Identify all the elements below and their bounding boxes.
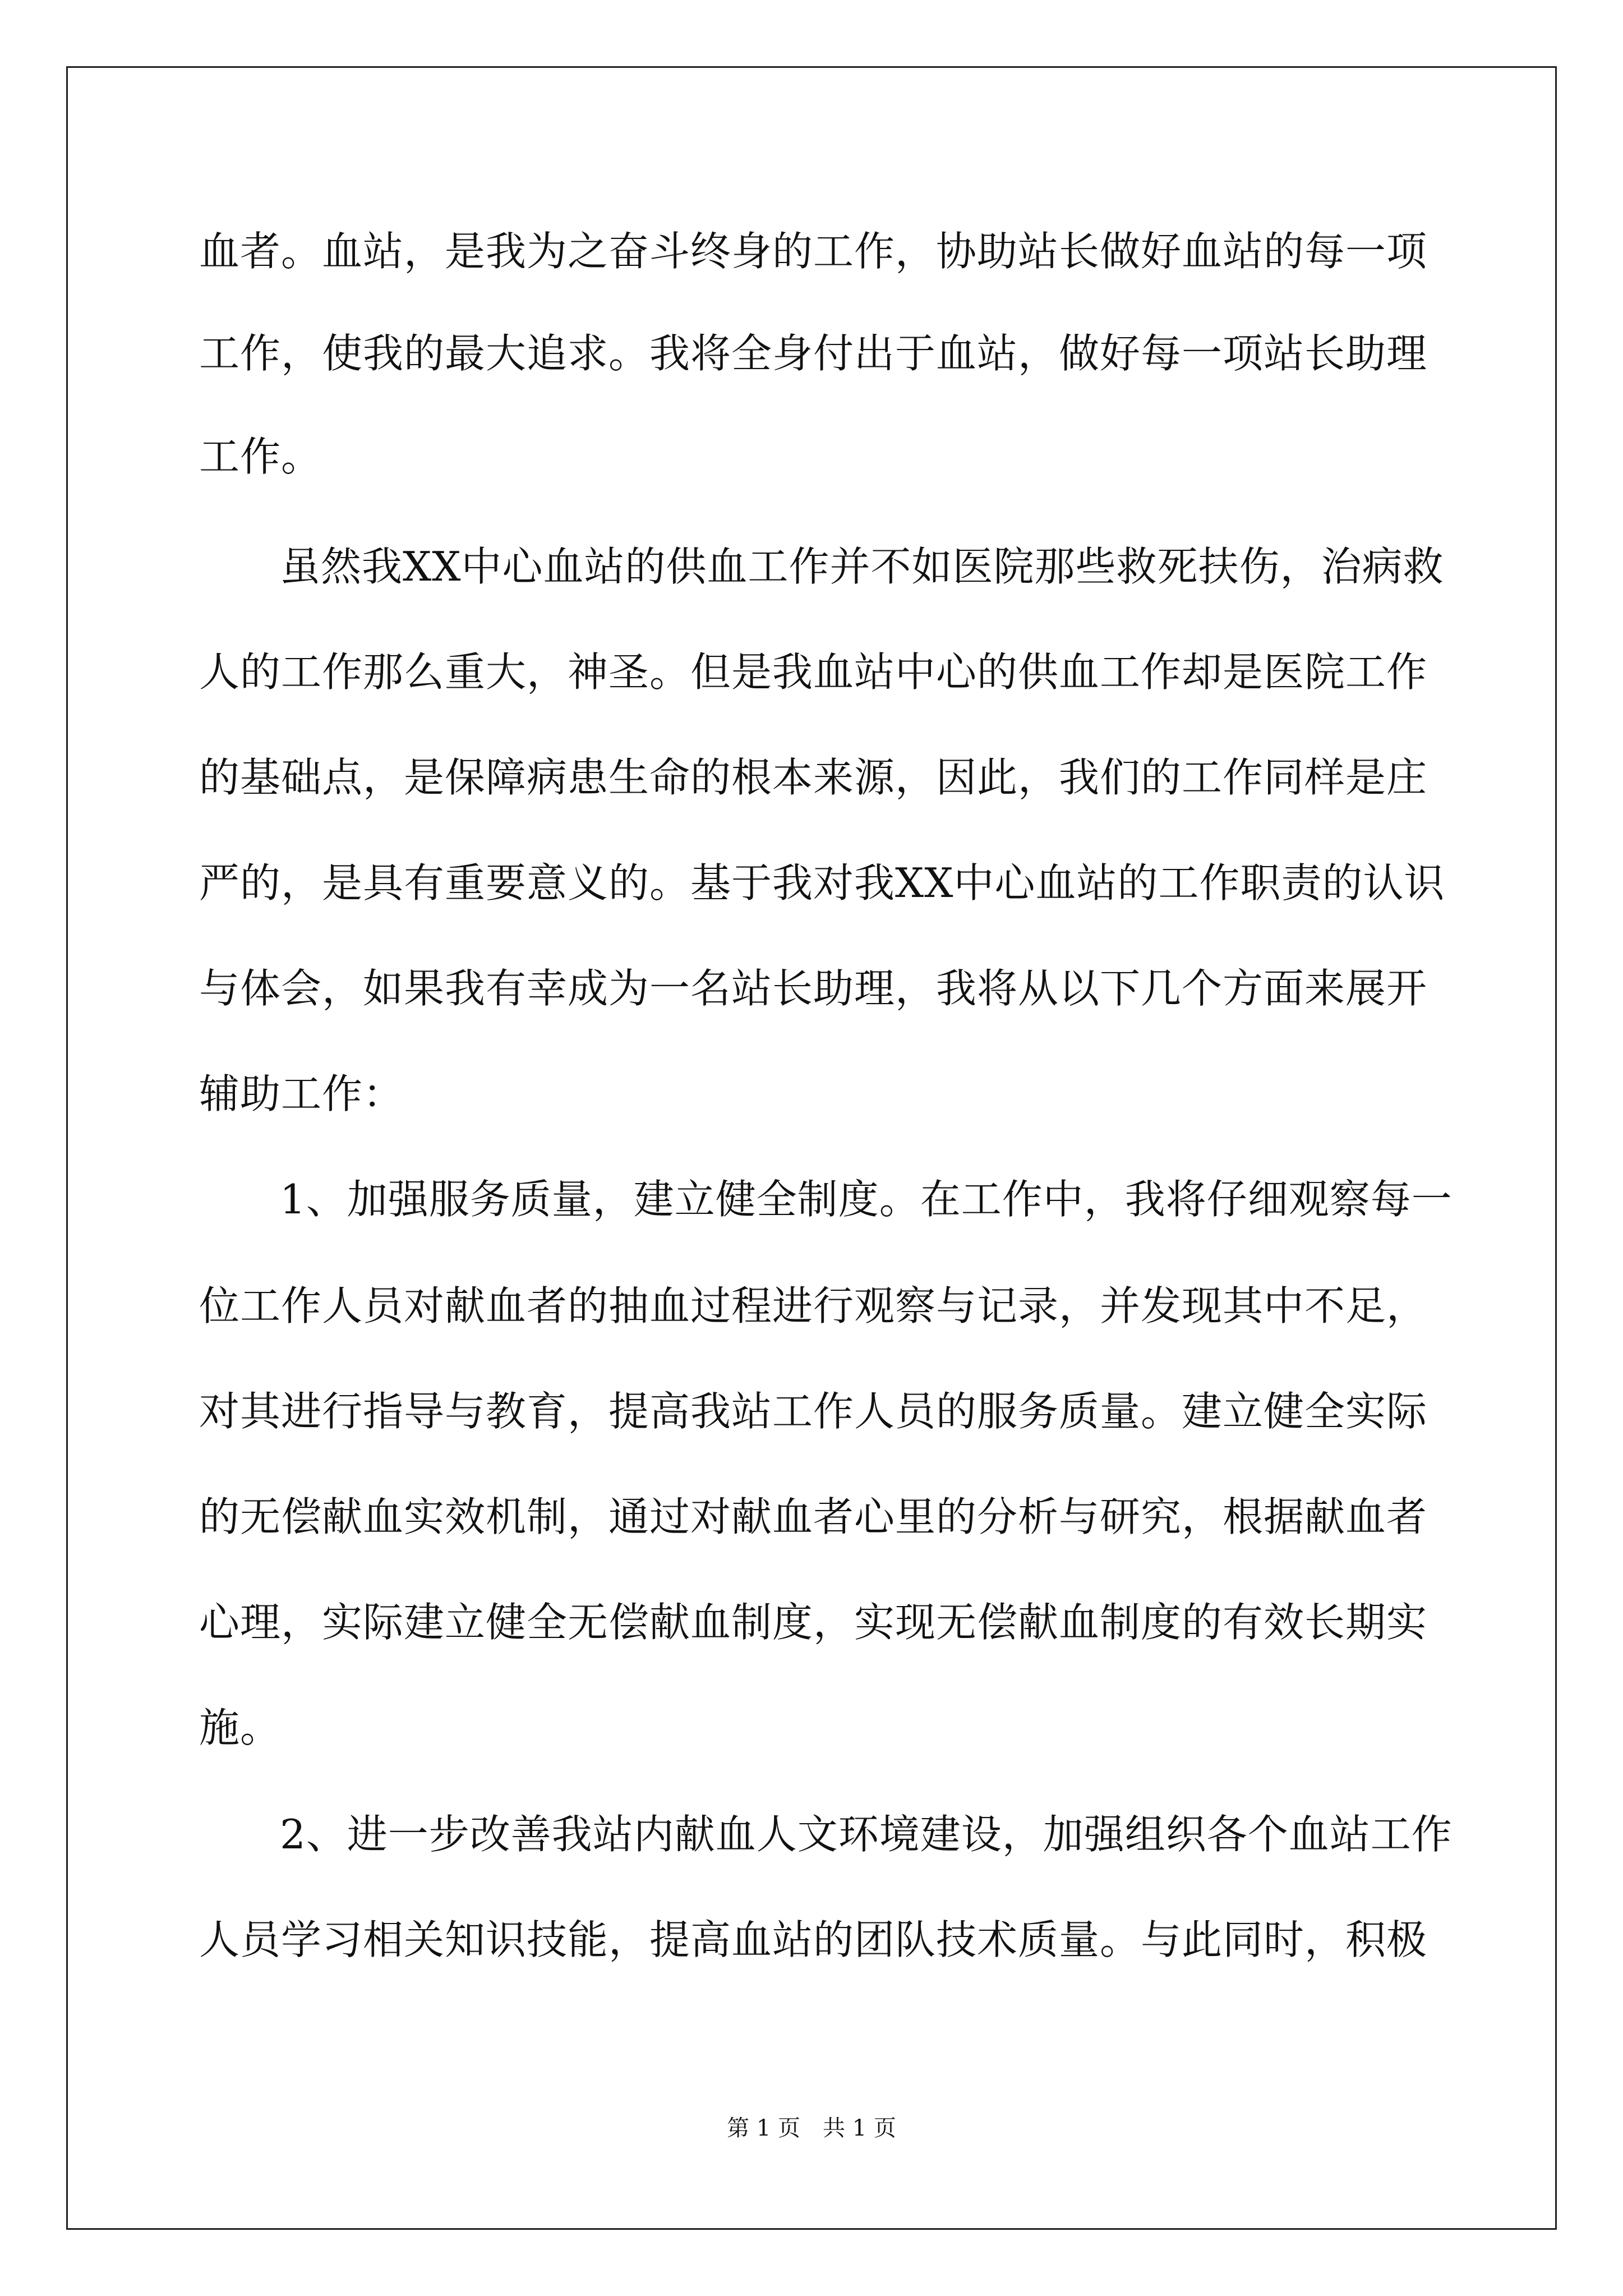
page-footer: 第 1 页 共 1 页 xyxy=(727,2115,896,2141)
text-line: 虽然我XX中心血站的供血工作并不如医院那些救死扶伤，治病救 xyxy=(280,543,1444,590)
text-line: 人的工作那么重大，神圣。但是我血站中心的供血工作却是医院工作 xyxy=(199,648,1428,696)
page-border xyxy=(66,66,1557,2230)
text-line: 2、进一步改善我站内献血人文环境建设，加强组织各个血站工作 xyxy=(280,1811,1453,1858)
text-line: 的基础点，是保障病患生命的根本来源，因此，我们的工作同样是庄 xyxy=(199,754,1428,801)
text-line: 人员学习相关知识技能，提高血站的团队技术质量。与此同时，积极 xyxy=(199,1916,1428,1963)
text-line: 的无偿献血实效机制，通过对献血者心里的分析与研究，根据献血者 xyxy=(199,1493,1428,1540)
text-line: 工作。 xyxy=(199,433,322,480)
text-line: 严的，是具有重要意义的。基于我对我XX中心血站的工作职责的认识 xyxy=(199,859,1445,907)
text-line: 位工作人员对献血者的抽血过程进行观察与记录，并发现其中不足， xyxy=(199,1282,1428,1329)
text-line: 血者。血站，是我为之奋斗终身的工作，协助站长做好血站的每一项 xyxy=(199,228,1428,275)
text-line: 与体会，如果我有幸成为一名站长助理，我将从以下几个方面来展开 xyxy=(199,965,1428,1012)
text-line: 1、加强服务质量，建立健全制度。在工作中，我将仔细观察每一 xyxy=(280,1176,1453,1223)
text-line: 心理，实际建立健全无偿献血制度，实现无偿献血制度的有效长期实 xyxy=(199,1599,1428,1646)
text-line: 辅助工作： xyxy=(199,1070,404,1117)
text-line: 对其进行指导与教育，提高我站工作人员的服务质量。建立健全实际 xyxy=(199,1388,1428,1435)
text-line: 工作，使我的最大追求。我将全身付出于血站，做好每一项站长助理 xyxy=(199,330,1428,377)
text-line: 施。 xyxy=(199,1704,282,1751)
